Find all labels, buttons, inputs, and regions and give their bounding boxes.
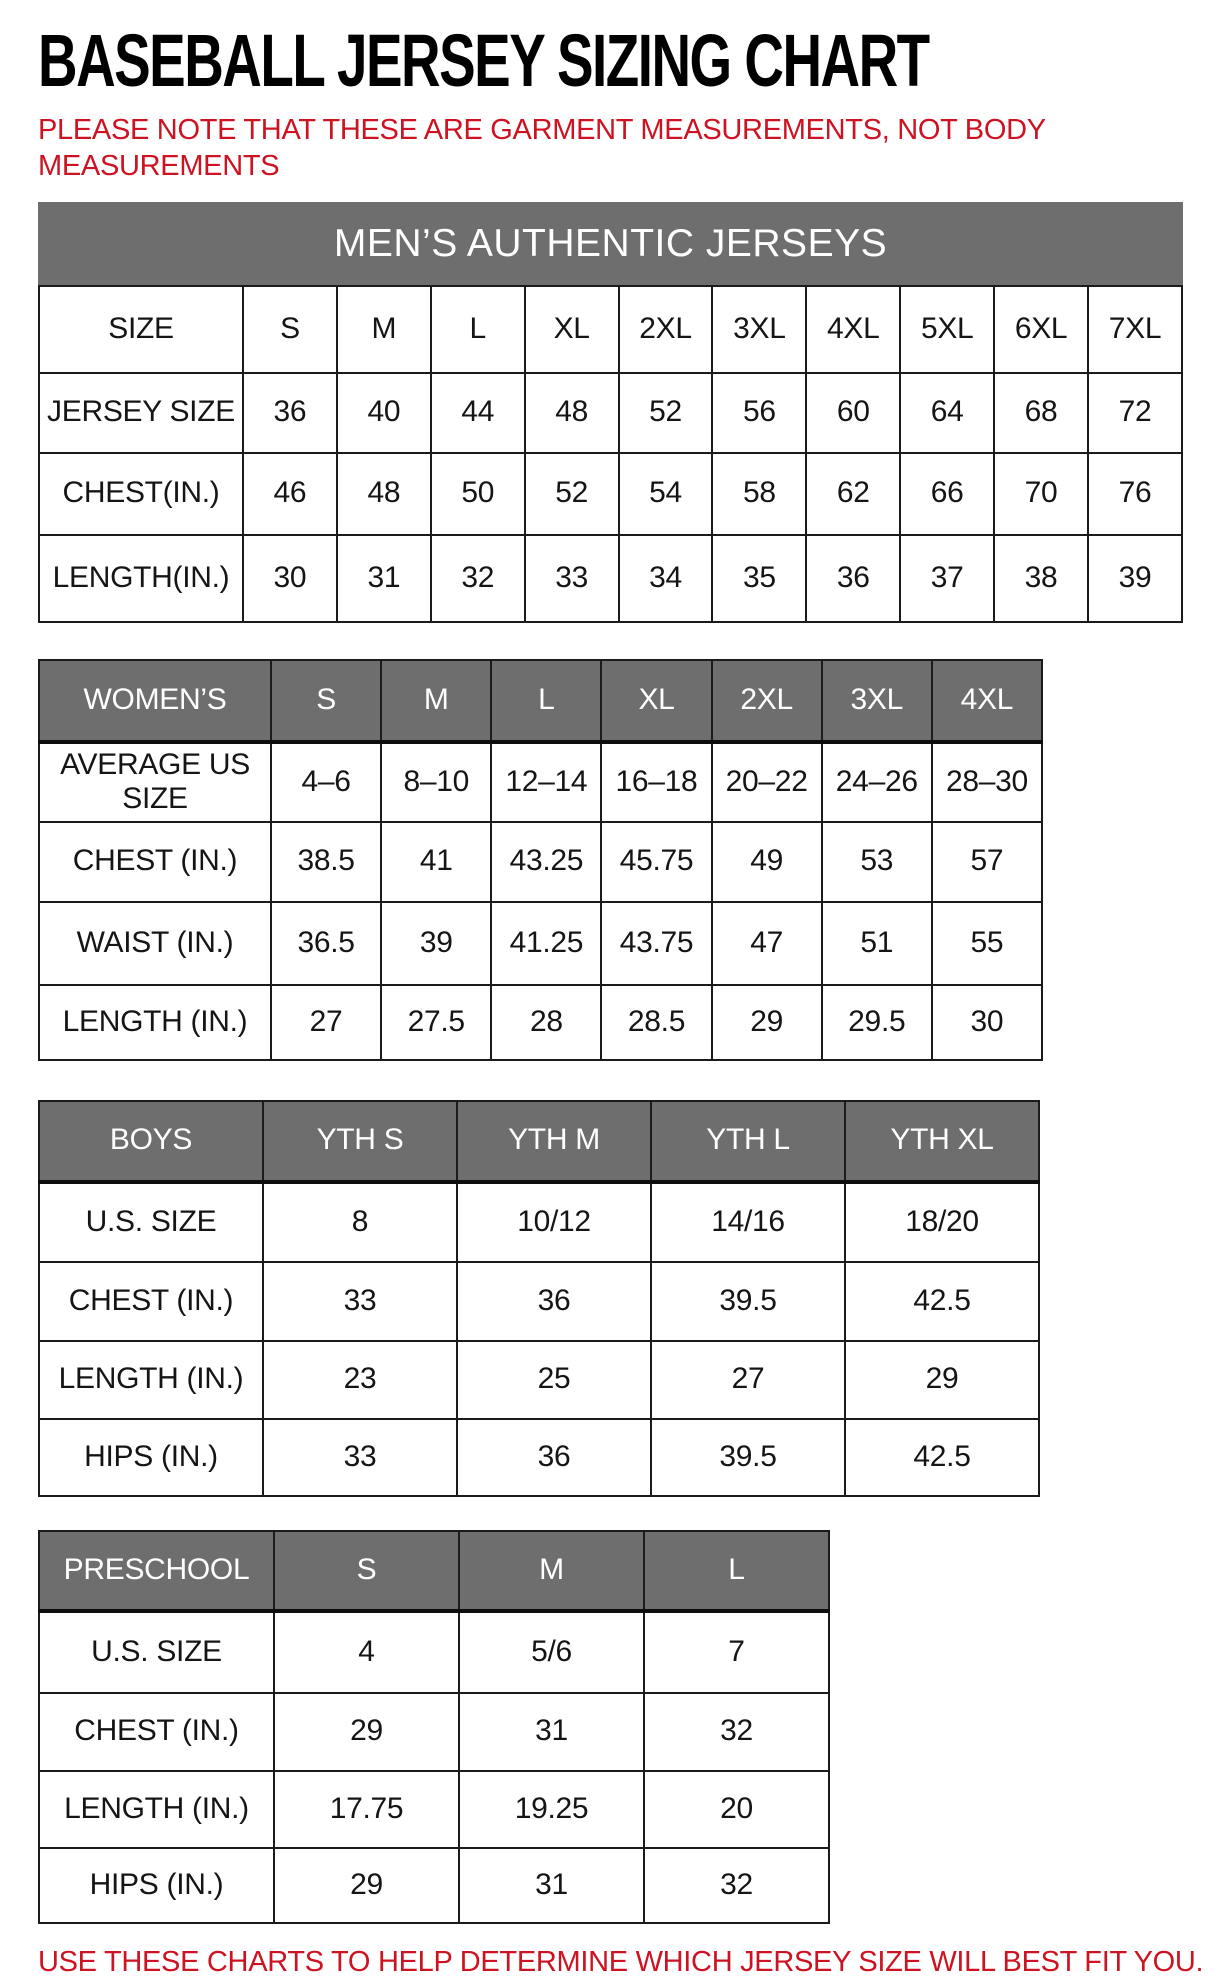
row-label: HIPS (IN.) (39, 1419, 263, 1496)
value-cell: 44 (431, 373, 525, 453)
womens-grid (38, 659, 1043, 1061)
value-cell: 31 (459, 1693, 644, 1771)
size-cell: YTH XL (845, 1101, 1039, 1182)
preschool-us-size-row (39, 1611, 829, 1693)
value-cell: 60 (806, 373, 900, 453)
value-cell: 18/20 (845, 1182, 1039, 1262)
value-cell: 27.5 (381, 985, 491, 1060)
value-cell: 8–10 (381, 742, 491, 822)
value-cell: 39 (1088, 535, 1182, 622)
value-cell: 36.5 (271, 902, 381, 985)
row-label: AVERAGE US SIZE (39, 742, 271, 822)
value-cell: 29 (274, 1693, 459, 1771)
size-cell: M (381, 660, 491, 742)
value-cell: 31 (337, 535, 431, 622)
value-cell: 35 (712, 535, 806, 622)
preschool-header-row (39, 1531, 829, 1611)
womens-length-row (39, 985, 1042, 1060)
value-cell: 36 (457, 1262, 651, 1341)
row-label: CHEST (IN.) (39, 1693, 274, 1771)
size-cell: 2XL (619, 286, 713, 373)
value-cell: 20–22 (712, 742, 822, 822)
row-label: LENGTH(IN.) (39, 535, 243, 622)
size-cell: 4XL (932, 660, 1042, 742)
size-cell: 3XL (822, 660, 932, 742)
mens-table-title: MEN’S AUTHENTIC JERSEYS (38, 202, 1183, 285)
value-cell: 42.5 (845, 1262, 1039, 1341)
size-cell: L (431, 286, 525, 373)
value-cell: 16–18 (601, 742, 711, 822)
size-cell: L (491, 660, 601, 742)
size-cell: S (274, 1531, 459, 1611)
value-cell: 32 (644, 1693, 829, 1771)
value-cell: 29 (712, 985, 822, 1060)
value-cell: 20 (644, 1771, 829, 1848)
value-cell: 29 (274, 1848, 459, 1923)
boys-sizing-table (38, 1100, 1220, 1497)
row-label: CHEST (IN.) (39, 822, 271, 902)
value-cell: 33 (525, 535, 619, 622)
preschool-grid (38, 1530, 830, 1924)
size-cell: 6XL (994, 286, 1088, 373)
womens-sizing-table (38, 659, 1220, 1061)
value-cell: 66 (900, 453, 994, 535)
womens-waist-row (39, 902, 1042, 985)
value-cell: 43.75 (601, 902, 711, 985)
preschool-sizing-table (38, 1530, 1220, 1924)
value-cell: 27 (271, 985, 381, 1060)
value-cell: 28.5 (601, 985, 711, 1060)
size-cell: YTH S (263, 1101, 457, 1182)
row-label: WAIST (IN.) (39, 902, 271, 985)
mens-sizing-table (38, 202, 1220, 623)
size-cell: YTH M (457, 1101, 651, 1182)
value-cell: 25 (457, 1341, 651, 1419)
value-cell: 72 (1088, 373, 1182, 453)
value-cell: 32 (644, 1848, 829, 1923)
value-cell: 42.5 (845, 1419, 1039, 1496)
value-cell: 48 (337, 453, 431, 535)
womens-header-row (39, 660, 1042, 742)
size-cell: 4XL (806, 286, 900, 373)
value-cell: 37 (900, 535, 994, 622)
mens-jersey-size-row (39, 373, 1182, 453)
row-label: SIZE (39, 286, 243, 373)
size-cell: 5XL (900, 286, 994, 373)
value-cell: 31 (459, 1848, 644, 1923)
value-cell: 47 (712, 902, 822, 985)
value-cell: 52 (525, 453, 619, 535)
value-cell: 62 (806, 453, 900, 535)
value-cell: 56 (712, 373, 806, 453)
boys-length-row (39, 1341, 1039, 1419)
value-cell: 39 (381, 902, 491, 985)
size-cell: S (243, 286, 337, 373)
value-cell: 41 (381, 822, 491, 902)
page-title: BASEBALL JERSEY SIZING CHART (38, 19, 929, 102)
value-cell: 4–6 (271, 742, 381, 822)
value-cell: 57 (932, 822, 1042, 902)
value-cell: 50 (431, 453, 525, 535)
mens-length-row (39, 535, 1182, 622)
value-cell: 55 (932, 902, 1042, 985)
value-cell: 33 (263, 1262, 457, 1341)
value-cell: 17.75 (274, 1771, 459, 1848)
size-cell: XL (601, 660, 711, 742)
value-cell: 38.5 (271, 822, 381, 902)
row-label: U.S. SIZE (39, 1611, 274, 1693)
value-cell: 39.5 (651, 1262, 845, 1341)
value-cell: 28–30 (932, 742, 1042, 822)
row-label: LENGTH (IN.) (39, 1341, 263, 1419)
size-cell: XL (525, 286, 619, 373)
value-cell: 51 (822, 902, 932, 985)
womens-us-size-row (39, 742, 1042, 822)
value-cell: 4 (274, 1611, 459, 1693)
value-cell: 68 (994, 373, 1088, 453)
womens-chest-row (39, 822, 1042, 902)
size-cell: 3XL (712, 286, 806, 373)
size-cell: M (459, 1531, 644, 1611)
mens-grid (38, 285, 1183, 623)
table-title-cell: WOMEN’S (39, 660, 271, 742)
boys-chest-row (39, 1262, 1039, 1341)
boys-us-size-row (39, 1182, 1039, 1262)
preschool-hips-row (39, 1848, 829, 1923)
boys-grid (38, 1100, 1040, 1497)
mens-chest-row (39, 453, 1182, 535)
value-cell: 19.25 (459, 1771, 644, 1848)
table-title-cell: BOYS (39, 1101, 263, 1182)
size-cell: 2XL (712, 660, 822, 742)
value-cell: 58 (712, 453, 806, 535)
value-cell: 39.5 (651, 1419, 845, 1496)
value-cell: 24–26 (822, 742, 932, 822)
value-cell: 41.25 (491, 902, 601, 985)
value-cell: 27 (651, 1341, 845, 1419)
value-cell: 45.75 (601, 822, 711, 902)
fit-advice-note: USE THESE CHARTS TO HELP DETERMINE WHICH JERSEY SIZE WILL BEST FIT YOU. (38, 1945, 1204, 1978)
size-cell: 7XL (1088, 286, 1182, 373)
table-title-cell: PRESCHOOL (39, 1531, 274, 1611)
value-cell: 46 (243, 453, 337, 535)
row-label: U.S. SIZE (39, 1182, 263, 1262)
value-cell: 52 (619, 373, 713, 453)
row-label: JERSEY SIZE (39, 373, 243, 453)
row-label: HIPS (IN.) (39, 1848, 274, 1923)
value-cell: 34 (619, 535, 713, 622)
value-cell: 54 (619, 453, 713, 535)
preschool-chest-row (39, 1693, 829, 1771)
value-cell: 23 (263, 1341, 457, 1419)
garment-measurement-note: PLEASE NOTE THAT THESE ARE GARMENT MEASUREMENTS, NOT BODY MEASUREMENTS (38, 113, 1046, 183)
row-label: LENGTH (IN.) (39, 985, 271, 1060)
value-cell: 29.5 (822, 985, 932, 1060)
mens-size-row (39, 286, 1182, 373)
value-cell: 10/12 (457, 1182, 651, 1262)
value-cell: 29 (845, 1341, 1039, 1419)
size-cell: S (271, 660, 381, 742)
value-cell: 40 (337, 373, 431, 453)
value-cell: 30 (243, 535, 337, 622)
value-cell: 70 (994, 453, 1088, 535)
preschool-length-row (39, 1771, 829, 1848)
value-cell: 12–14 (491, 742, 601, 822)
value-cell: 8 (263, 1182, 457, 1262)
value-cell: 28 (491, 985, 601, 1060)
value-cell: 32 (431, 535, 525, 622)
value-cell: 14/16 (651, 1182, 845, 1262)
value-cell: 53 (822, 822, 932, 902)
value-cell: 76 (1088, 453, 1182, 535)
value-cell: 36 (243, 373, 337, 453)
boys-header-row (39, 1101, 1039, 1182)
row-label: LENGTH (IN.) (39, 1771, 274, 1848)
value-cell: 33 (263, 1419, 457, 1496)
value-cell: 64 (900, 373, 994, 453)
value-cell: 48 (525, 373, 619, 453)
value-cell: 49 (712, 822, 822, 902)
value-cell: 7 (644, 1611, 829, 1693)
boys-hips-row (39, 1419, 1039, 1496)
size-cell: L (644, 1531, 829, 1611)
size-cell: YTH L (651, 1101, 845, 1182)
value-cell: 5/6 (459, 1611, 644, 1693)
value-cell: 36 (457, 1419, 651, 1496)
value-cell: 43.25 (491, 822, 601, 902)
size-cell: M (337, 286, 431, 373)
value-cell: 36 (806, 535, 900, 622)
value-cell: 38 (994, 535, 1088, 622)
row-label: CHEST (IN.) (39, 1262, 263, 1341)
value-cell: 30 (932, 985, 1042, 1060)
row-label: CHEST(IN.) (39, 453, 243, 535)
